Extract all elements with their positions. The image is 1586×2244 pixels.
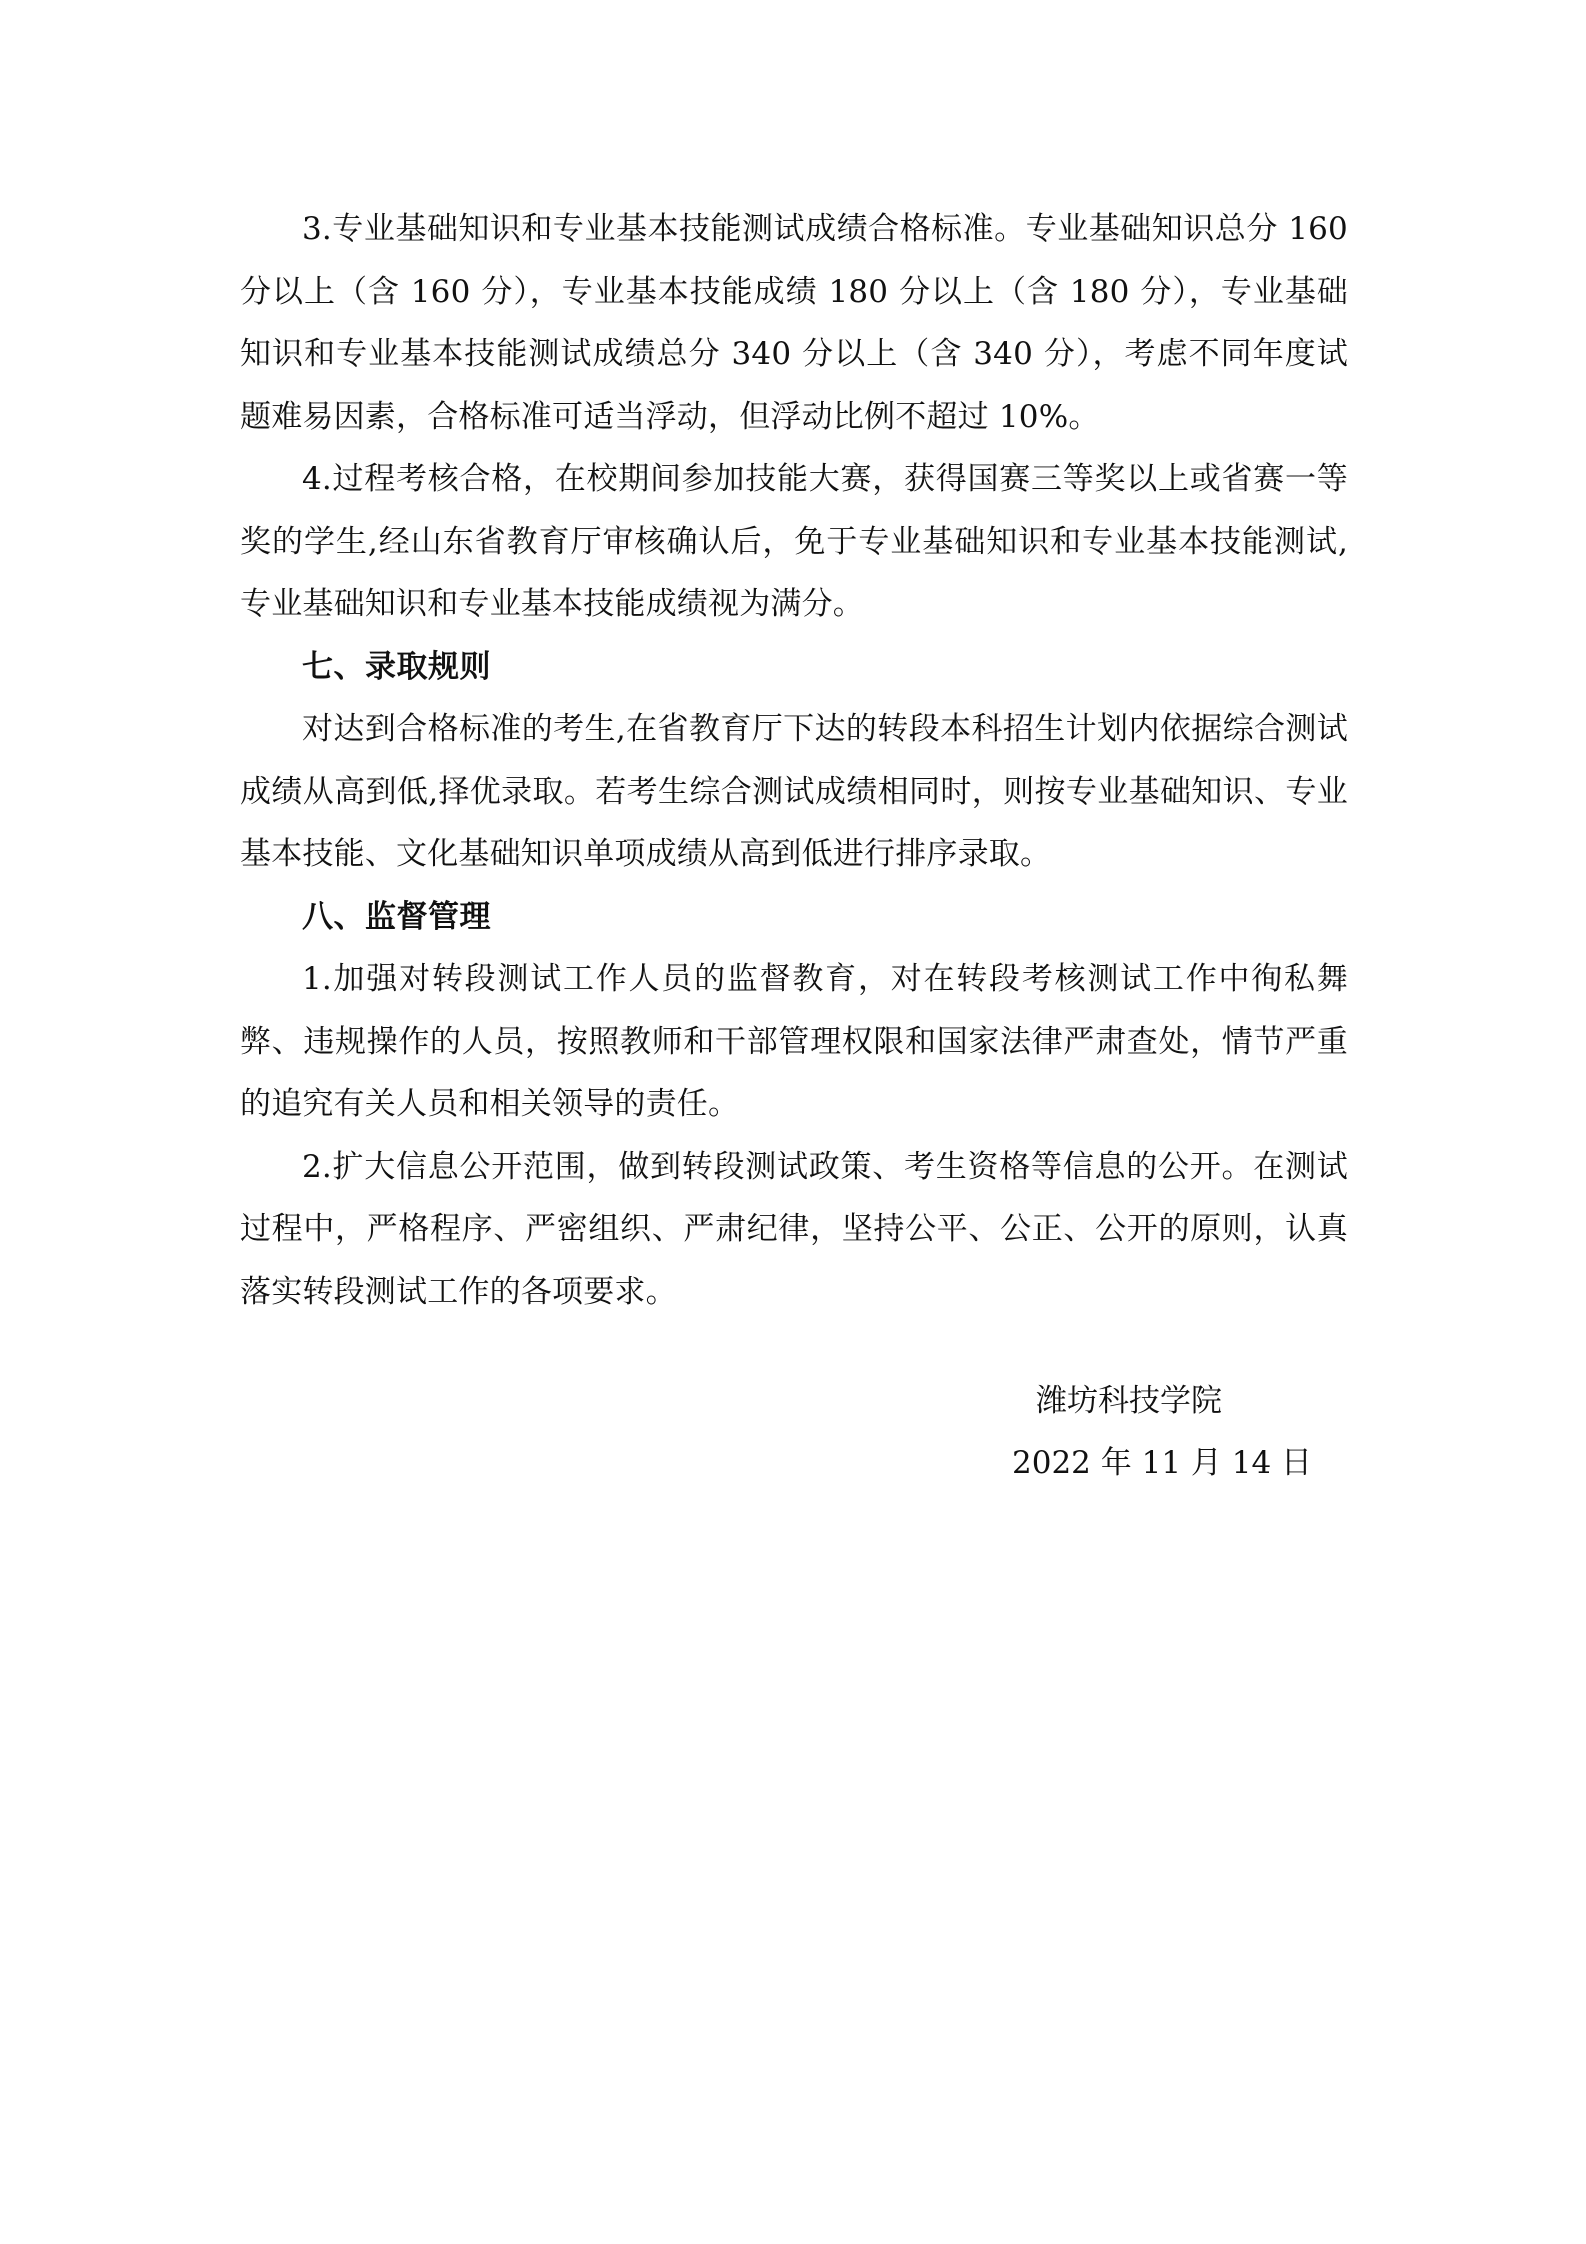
- document-body: [240, 198, 1348, 1323]
- section-heading-admission-rules: 七、录取规则: [302, 648, 491, 685]
- paragraph-passing-standard: 3.专业基础知识和专业基本技能测试成绩合格标准。专业基础知识总分 160 分以上（含 160 分），专业基本技能成绩 180 分以上（含 180 分），专业基础知识和专业基本技能测试成绩总分 340 分以上（含 340 分），考虑不同年度试题难易因素，合格标准可适当浮动，但浮动比例不超过 10%。: [240, 211, 1348, 435]
- signature-date: 2022 年 11 月 14 日: [1012, 1445, 1313, 1481]
- paragraph-process-assessment: 4.过程考核合格，在校期间参加技能大赛，获得国赛三等奖以上或省赛一等奖的学生,经山东省教育厅审核确认后，免于专业基础知识和专业基本技能测试,专业基础知识和专业基本技能成绩视为满分。: [240, 461, 1348, 622]
- section-heading-supervision: 八、监督管理: [302, 898, 491, 935]
- signature-organization: 潍坊科技学院: [1036, 1383, 1222, 1419]
- paragraph-admission-rules: 对达到合格标准的考生,在省教育厅下达的转段本科招生计划内依据综合测试成绩从高到低,择优录取。若考生综合测试成绩相同时，则按专业基础知识、专业基本技能、文化基础知识单项成绩从高到低进行排序录取。: [240, 711, 1348, 872]
- paragraph-information-disclosure: 2.扩大信息公开范围，做到转段测试政策、考生资格等信息的公开。在测试过程中，严格程序、严密组织、严肃纪律，坚持公平、公正、公开的原则，认真落实转段测试工作的各项要求。: [240, 1148, 1348, 1310]
- paragraph-supervision-education: 1.加强对转段测试工作人员的监督教育，对在转段考核测试工作中徇私舞弊、违规操作的人员，按照教师和干部管理权限和国家法律严肃查处，情节严重的追究有关人员和相关领导的责任。: [240, 961, 1348, 1122]
